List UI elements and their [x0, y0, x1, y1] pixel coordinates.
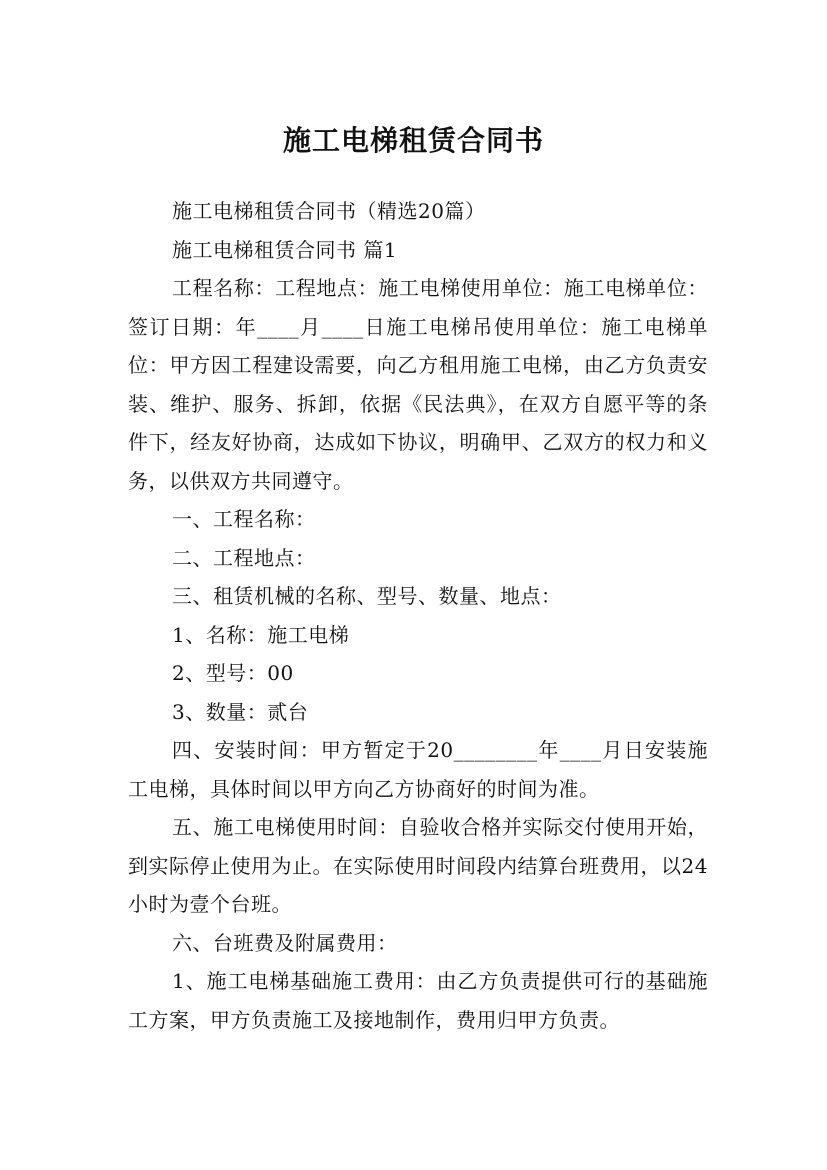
- paragraph-item-quantity: 3、数量：贰台: [172, 699, 309, 724]
- document-title: 施工电梯租赁合同书: [282, 123, 544, 157]
- paragraph-clause-5: 五、施工电梯使用时间：自验收合格并实际交付使用开始，到实际停止使用为止。在实际使用时间段内结算台班费用，以24小时为壹个台班。: [128, 815, 708, 916]
- paragraph-preamble: 工程名称：工程地点：施工电梯使用单位：施工电梯单位：签订日期：年____月____日施工电梯吊使用单位：施工电梯单位：甲方因工程建设需要，向乙方租用施工电梯，由乙方负责安装、维护、服务、拆卸，依据《民法典》，在双方自愿平等的条件下，经友好协商，达成如下协议，明确甲、乙双方的权力和义务，以供双方共同遵守。: [128, 276, 708, 493]
- paragraph-clause-6: 六、台班费及附属费用：: [172, 930, 398, 955]
- paragraph-item-name: 1、名称：施工电梯: [172, 622, 350, 647]
- paragraph-clause-6-item-1: 1、施工电梯基础施工费用：由乙方负责提供可行的基础施工方案，甲方负责施工及接地制作，费用归甲方负责。: [128, 969, 708, 1032]
- paragraph-clause-4: 四、安装时间：甲方暂定于20________年____月日安装施工电梯，具体时间以甲方向乙方协商好的时间为准。: [128, 738, 708, 801]
- paragraph-clause-1: 一、工程名称：: [172, 507, 316, 531]
- paragraph-subtitle: 施工电梯租赁合同书（精选20篇）: [172, 199, 486, 223]
- paragraph-item-model: 2、型号：00: [172, 661, 294, 685]
- document-body: [128, 192, 708, 1039]
- paragraph-clause-2: 二、工程地点：: [172, 545, 316, 570]
- paragraph-clause-3: 三、租赁机械的名称、型号、数量、地点：: [172, 584, 562, 608]
- paragraph-section-heading: 施工电梯租赁合同书 篇1: [172, 237, 398, 262]
